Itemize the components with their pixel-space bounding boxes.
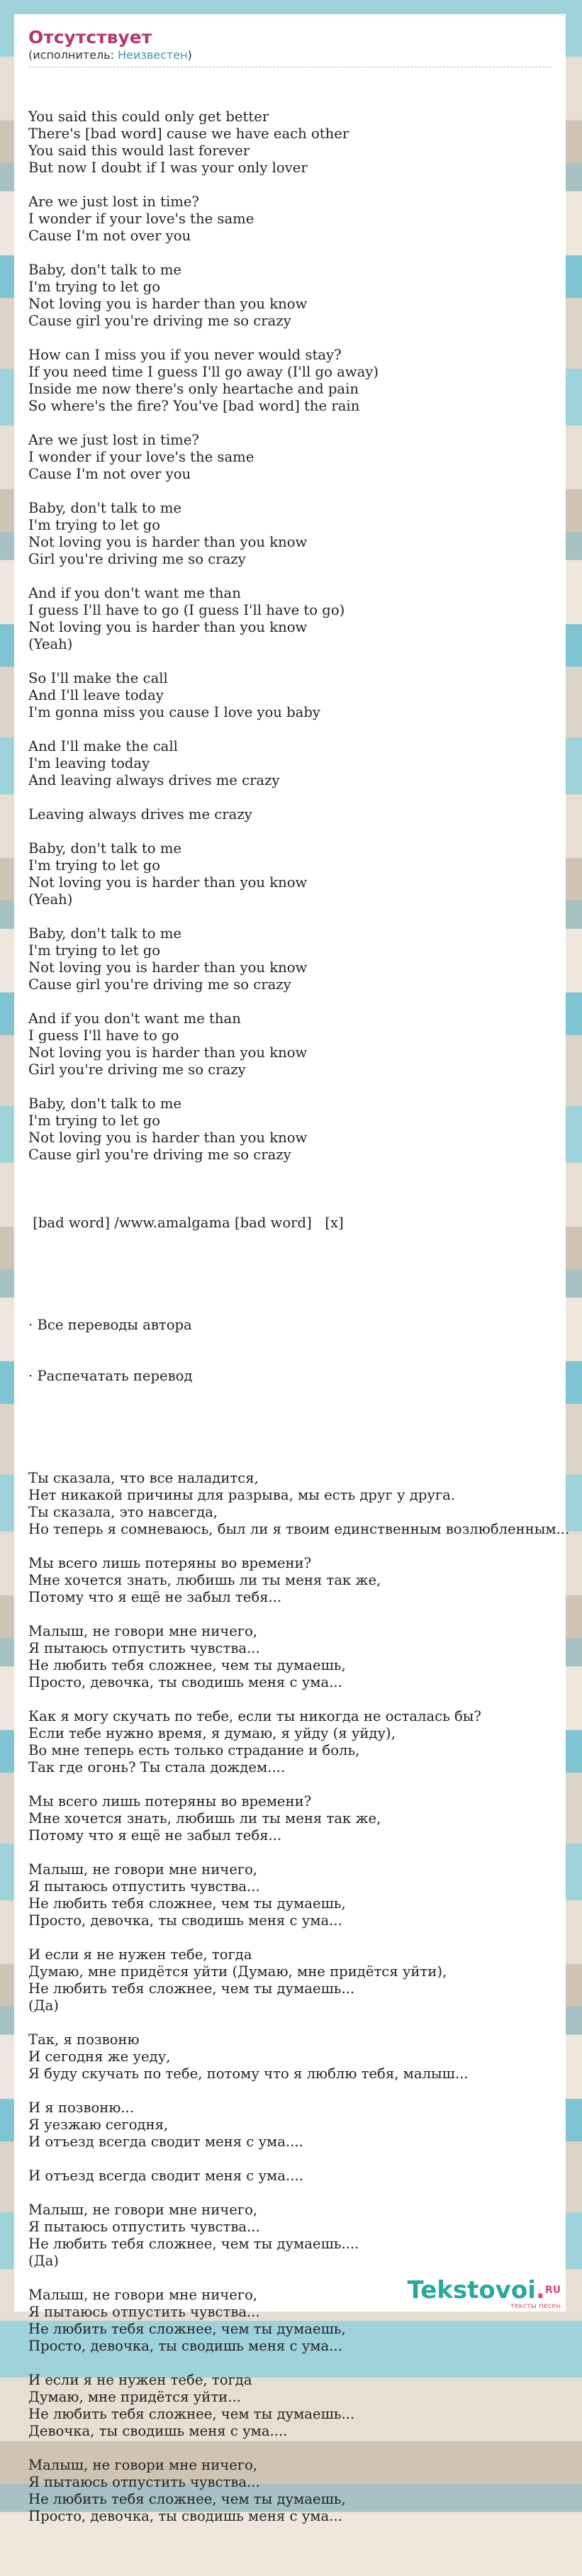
en-stanza	[28, 194, 552, 245]
ru-lyric-line: Просто, девочка, ты сводишь меня с ума...	[28, 1674, 342, 1690]
ru-lyric-line: Я уезжаю сегодня,	[28, 2117, 169, 2133]
en-lyric-line: And leaving always drives me crazy	[28, 772, 280, 788]
en-lyric-line: Are we just lost in time?	[28, 432, 199, 448]
ru-lyric-line: Я буду скучать по тебе, потому что я люблю тебя, малыш...	[28, 2065, 469, 2082]
en-lyric-line: Cause girl you're driving me so crazy	[28, 1147, 291, 1163]
en-stanza	[28, 840, 552, 908]
ru-stanza	[28, 2202, 552, 2270]
en-lyric-line: Cause I'm not over you	[28, 466, 191, 482]
en-lyric-line: Not loving you is harder than you know	[28, 619, 308, 635]
en-lyric-line: Girl you're driving me so crazy	[28, 1061, 246, 1078]
en-lyric-line: You said this could only get better	[28, 108, 269, 125]
ru-stanza	[28, 1470, 570, 1538]
ru-stanza	[28, 2031, 552, 2082]
ru-lyric-line: Но теперь я сомневаюсь, был ли я твоим единственным возлюбленным...	[28, 1521, 570, 1537]
en-lyric-line: But now I doubt if I was your only lover	[28, 160, 308, 176]
en-stanza	[28, 500, 552, 568]
ru-stanza	[28, 2168, 552, 2185]
ru-lyric-line: Мне хочется знать, любишь ли ты меня так же,	[28, 1572, 381, 1588]
en-lyric-line: Not loving you is harder than you know	[28, 1044, 308, 1061]
en-lyric-line: Inside me now there's only heartache and pain	[28, 381, 359, 397]
en-lyric-line: (Yeah)	[28, 891, 73, 908]
ru-lyric-line: Как я могу скучать по тебе, если ты никогда не осталась бы?	[28, 1708, 481, 1724]
en-lyric-line: Baby, don't talk to me	[28, 500, 181, 516]
en-lyric-line: So I'll make the call	[28, 670, 168, 686]
en-lyric-line: And I'll make the call	[28, 738, 178, 754]
ru-lyric-line: Не любить тебя сложнее, чем ты думаешь,	[28, 2491, 346, 2507]
ru-lyric-line: Думаю, мне придётся уйти...	[28, 2389, 241, 2405]
ru-stanza	[28, 1623, 552, 1691]
ru-lyric-line: Ты сказала, что все наладится,	[28, 1470, 259, 1486]
all-translations-link[interactable]: · Все переводы автора	[28, 1317, 192, 1333]
ru-stanza	[28, 1555, 552, 1606]
ru-lyric-line: И отъезд всегда сводит меня с ума....	[28, 2134, 303, 2150]
ru-lyric-line: И если я не нужен тебе, тогда	[28, 1946, 252, 1963]
ru-lyric-line: Мы всего лишь потеряны во времени?	[28, 1555, 312, 1571]
en-lyric-line: Not loving you is harder than you know	[28, 296, 308, 312]
meta-prefix: (исполнитель:	[28, 48, 118, 62]
en-lyric-line: (Yeah)	[28, 636, 73, 652]
site-logo[interactable]	[408, 2278, 561, 2311]
en-lyric-line: I'm trying to let go	[28, 279, 161, 295]
en-lyric-line: Cause I'm not over you	[28, 228, 191, 244]
en-lyric-line: I wonder if your love's the same	[28, 449, 254, 465]
en-lyric-line: How can I miss you if you never would stay?	[28, 347, 342, 363]
en-stanza	[28, 925, 552, 993]
ru-lyric-line: Думаю, мне придётся уйти (Думаю, мне придётся уйти),	[28, 1963, 447, 1980]
en-lyric-line: Are we just lost in time?	[28, 194, 199, 210]
en-lyric-line: You said this would last forever	[28, 143, 250, 159]
ru-lyric-line: Просто, девочка, ты сводишь меня с ума...	[28, 1912, 342, 1929]
ru-lyric-line: Не любить тебя сложнее, чем ты думаешь....	[28, 2236, 359, 2252]
en-stanza	[28, 806, 552, 823]
logo-dot: .	[535, 2276, 545, 2304]
artist-link[interactable]: Неизвестен	[118, 48, 188, 62]
en-lyric-line: I guess I'll have to go	[28, 1027, 179, 1044]
en-lyric-line: There's [bad word] cause we have each other	[28, 126, 349, 142]
ru-stanza	[28, 2100, 552, 2151]
en-lyric-line: I'm trying to let go	[28, 517, 161, 533]
en-lyric-line: And if you don't want me than	[28, 585, 241, 601]
ru-stanza	[28, 1861, 552, 1929]
en-lyric-line: I guess I'll have to go (I guess I'll have to go)	[28, 602, 345, 618]
ru-lyric-line: Малыш, не говори мне ничего,	[28, 1861, 258, 1878]
print-translation-link[interactable]: · Распечатать перевод	[28, 1368, 193, 1384]
ru-lyric-line: Мы всего лишь потеряны во времени?	[28, 1793, 312, 1810]
ru-lyric-line: (Да)	[28, 2253, 59, 2269]
ru-lyric-line: Девочка, ты сводишь меня с ума....	[28, 2423, 288, 2439]
ru-lyric-line: Не любить тебя сложнее, чем ты думаешь...	[28, 2406, 355, 2422]
ru-lyric-line: Просто, девочка, ты сводишь меня с ума...	[28, 2508, 342, 2524]
ru-lyric-line: Я пытаюсь отпустить чувства...	[28, 2304, 260, 2320]
ru-lyric-line: Потому что я ещё не забыл тебя...	[28, 1589, 282, 1605]
en-lyric-line: And I'll leave today	[28, 687, 164, 703]
ru-stanza	[28, 2372, 552, 2440]
ru-lyric-line: И я позвоню...	[28, 2100, 135, 2116]
en-lyric-line: Girl you're driving me so crazy	[28, 551, 246, 567]
ru-stanza	[28, 1946, 552, 2014]
en-stanza	[28, 262, 552, 330]
en-stanza	[28, 347, 552, 415]
ru-stanza	[28, 2457, 552, 2525]
en-lyric-line: Not loving you is harder than you know	[28, 959, 308, 976]
en-lyric-line: I'm trying to let go	[28, 857, 161, 874]
en-lyric-line: Not loving you is harder than you know	[28, 1130, 308, 1146]
ru-lyric-line: Не любить тебя сложнее, чем ты думаешь,	[28, 1657, 346, 1673]
en-lyric-line: Leaving always drives me crazy	[28, 806, 252, 823]
ru-lyric-line: Не любить тебя сложнее, чем ты думаешь,	[28, 1895, 346, 1912]
logo-name: Tekstovoi	[407, 2276, 536, 2304]
logo-tagline: тексты песен	[510, 2302, 561, 2310]
english-lyrics	[28, 108, 552, 1164]
ru-lyric-line: Я пытаюсь отпустить чувства...	[28, 1878, 260, 1895]
ru-lyric-line: Я пытаюсь отпустить чувства...	[28, 1640, 260, 1656]
en-lyric-line: Cause girl you're driving me so crazy	[28, 313, 291, 329]
source-line: [bad word] /www.amalgama [bad word] [x]	[28, 1215, 344, 1231]
en-stanza	[28, 670, 552, 721]
ru-lyric-line: И сегодня же уеду,	[28, 2048, 171, 2065]
ru-lyric-line: Малыш, не говори мне ничего,	[28, 2202, 258, 2218]
en-lyric-line: Baby, don't talk to me	[28, 840, 181, 857]
en-lyric-line: I'm leaving today	[28, 755, 150, 771]
en-stanza	[28, 432, 552, 483]
en-lyric-line: So where's the fire? You've [bad word] the rain	[28, 398, 360, 414]
meta-suffix: )	[187, 48, 192, 62]
ru-lyric-line: Малыш, не говори мне ничего,	[28, 1623, 258, 1639]
ru-lyric-line: Мне хочется знать, любишь ли ты меня так же,	[28, 1810, 381, 1827]
logo-tld: RU	[544, 2285, 561, 2296]
en-stanza	[28, 1010, 552, 1078]
ru-lyric-line: Так, я позвоню	[28, 2031, 140, 2048]
ru-lyric-line: Нет никакой причины для разрыва, мы есть друг у друга.	[28, 1487, 456, 1503]
en-lyric-line: I'm gonna miss you cause I love you baby	[28, 704, 320, 720]
en-lyric-line: I'm trying to let go	[28, 1113, 161, 1129]
ru-lyric-line: Просто, девочка, ты сводишь меня с ума...	[28, 2338, 342, 2354]
en-lyric-line: Not loving you is harder than you know	[28, 874, 308, 891]
ru-lyric-line: Я пытаюсь отпустить чувства...	[28, 2474, 260, 2490]
ru-lyric-line: Потому что я ещё не забыл тебя...	[28, 1827, 282, 1844]
en-stanza	[28, 108, 552, 177]
ru-lyric-line: Не любить тебя сложнее, чем ты думаешь,	[28, 2321, 346, 2337]
en-lyric-line: If you need time I guess I'll go away (I'll go away)	[28, 364, 379, 380]
en-stanza	[28, 1095, 552, 1164]
lyrics-sheet	[14, 14, 570, 2524]
ru-lyric-line: И отъезд всегда сводит меня с ума....	[28, 2168, 303, 2184]
en-lyric-line: Baby, don't talk to me	[28, 1095, 181, 1112]
en-lyric-line: I'm trying to let go	[28, 942, 161, 959]
ru-lyric-line: Не любить тебя сложнее, чем ты думаешь...	[28, 1980, 355, 1997]
ru-lyric-line: И если я не нужен тебе, тогда	[28, 2372, 252, 2388]
ru-lyric-line: Малыш, не говори мне ничего,	[28, 2457, 258, 2473]
translation-links	[28, 1283, 552, 1419]
song-meta	[28, 48, 552, 67]
ru-stanza	[28, 1708, 552, 1776]
ru-lyric-line: (Да)	[28, 1997, 59, 2014]
song-title: Отсутствует	[28, 27, 152, 48]
ru-lyric-line: Если тебе нужно время, я думаю, я уйду (я уйду),	[28, 1725, 396, 1741]
ru-lyric-line: Ты сказала, это навсегда,	[28, 1504, 218, 1520]
en-lyric-line: Cause girl you're driving me so crazy	[28, 976, 291, 993]
ru-stanza	[28, 1793, 552, 1844]
en-stanza	[28, 738, 552, 789]
en-lyric-line: I wonder if your love's the same	[28, 211, 254, 227]
en-lyric-line: Not loving you is harder than you know	[28, 534, 308, 550]
en-lyric-line: And if you don't want me than	[28, 1010, 241, 1027]
en-lyric-line: Baby, don't talk to me	[28, 262, 181, 278]
en-stanza	[28, 585, 552, 653]
ru-lyric-line: Так где огонь? Ты стала дождем....	[28, 1759, 286, 1775]
en-lyric-line: Baby, don't talk to me	[28, 925, 181, 942]
ru-lyric-line: Во мне теперь есть только страдание и боль,	[28, 1742, 360, 1758]
ru-lyric-line: Я пытаюсь отпустить чувства...	[28, 2219, 260, 2235]
ru-lyric-line: Малыш, не говори мне ничего,	[28, 2287, 258, 2303]
